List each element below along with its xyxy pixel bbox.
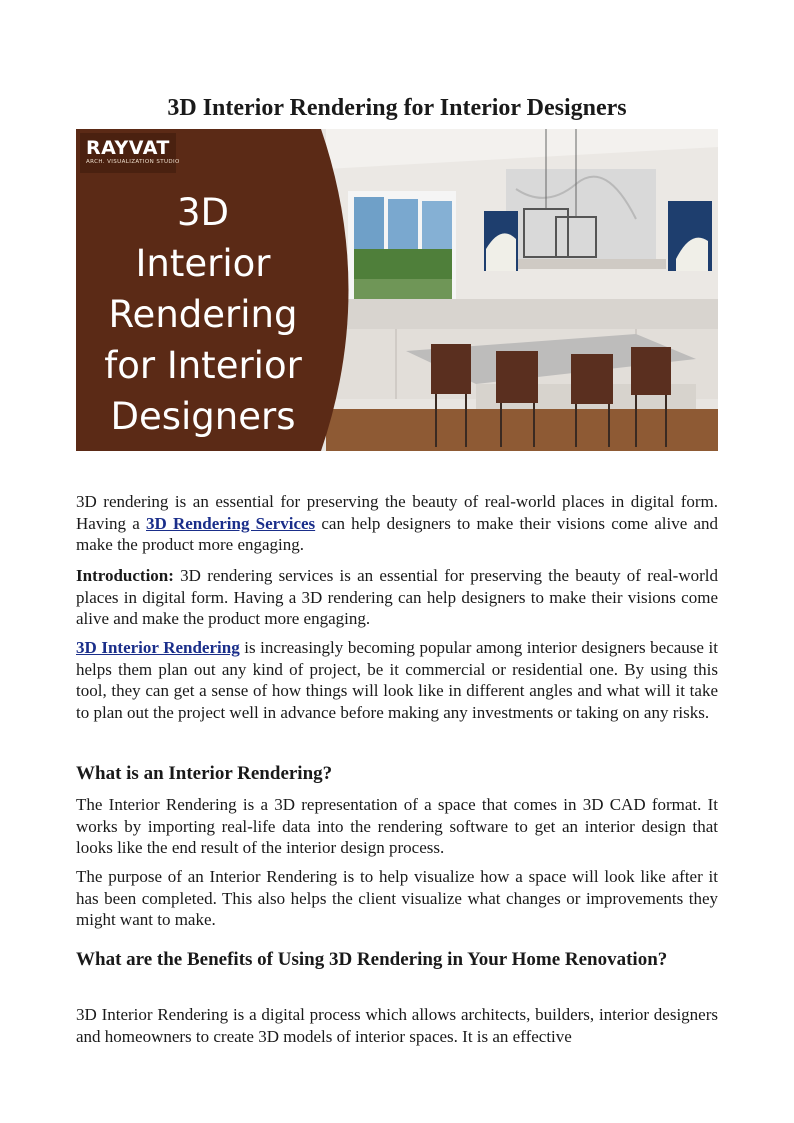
rendering-services-link[interactable]: 3D Rendering Services: [146, 513, 316, 533]
introduction-paragraph: [76, 565, 718, 630]
banner-heading-line: 3D: [176, 191, 230, 234]
brand-logo-text: RAYVAT: [86, 137, 170, 159]
benefits-paragraph: 3D Interior Rendering is a digital process which allows architects, builders, interior designers and homeowners to create 3D models of interior spaces. It is an effective: [76, 1005, 718, 1046]
banner-heading-line: Interior: [135, 242, 271, 285]
paragraph-text: 3D rendering services is an essential for preserving the beauty of real-world places in digital form. Having a 3D rendering can help designers to make their visions come alive and make the product more engaging.: [76, 566, 718, 628]
definition-paragraph: The Interior Rendering is a 3D representation of a space that comes in 3D CAD format. It works by importing real-life data into the rendering software to get an interior design that looks like the end result of the interior design process.: [76, 795, 718, 857]
banner-heading-line: Designers: [110, 395, 296, 438]
document-title: 3D Interior Rendering for Interior Designers: [167, 95, 627, 121]
banner-heading-line: for Interior: [104, 344, 302, 387]
brand-logo-tagline: ARCH. VISUALIZATION STUDIO: [86, 159, 180, 165]
interior-rendering-link[interactable]: 3D Interior Rendering: [76, 638, 240, 657]
purpose-paragraph: The purpose of an Interior Rendering is to help visualize how a space will look like after it has been completed. This also helps the client visualize what changes or improvements they might want to make.: [76, 867, 718, 929]
intro-paragraph: [76, 491, 718, 556]
paragraph-text: 3D rendering is an essential for preserving the beauty of real-world places in digital form. Having a: [76, 492, 718, 533]
banner-heading: [88, 187, 318, 442]
paragraph-text: can help designers to make their visions come alive and make the product more engaging.: [76, 513, 718, 554]
section-heading-benefits: What are the Benefits of Using 3D Rendering in Your Home Renovation?: [76, 949, 668, 970]
hero-banner-image: [76, 129, 718, 451]
interior-rendering-paragraph: [76, 637, 718, 723]
section-heading-what-is: What is an Interior Rendering?: [76, 763, 333, 784]
banner-heading-line: Rendering: [108, 293, 298, 336]
paragraph-text: is increasingly becoming popular among interior designers because it helps them plan out any kind of project, be it commercial or residential one. By using this tool, they can get a sense of how things will look like in different angles and what will it take to plan out the project well in advance before making any investments or taking on any risks.: [76, 638, 718, 722]
introduction-label: Introduction:: [76, 566, 174, 585]
